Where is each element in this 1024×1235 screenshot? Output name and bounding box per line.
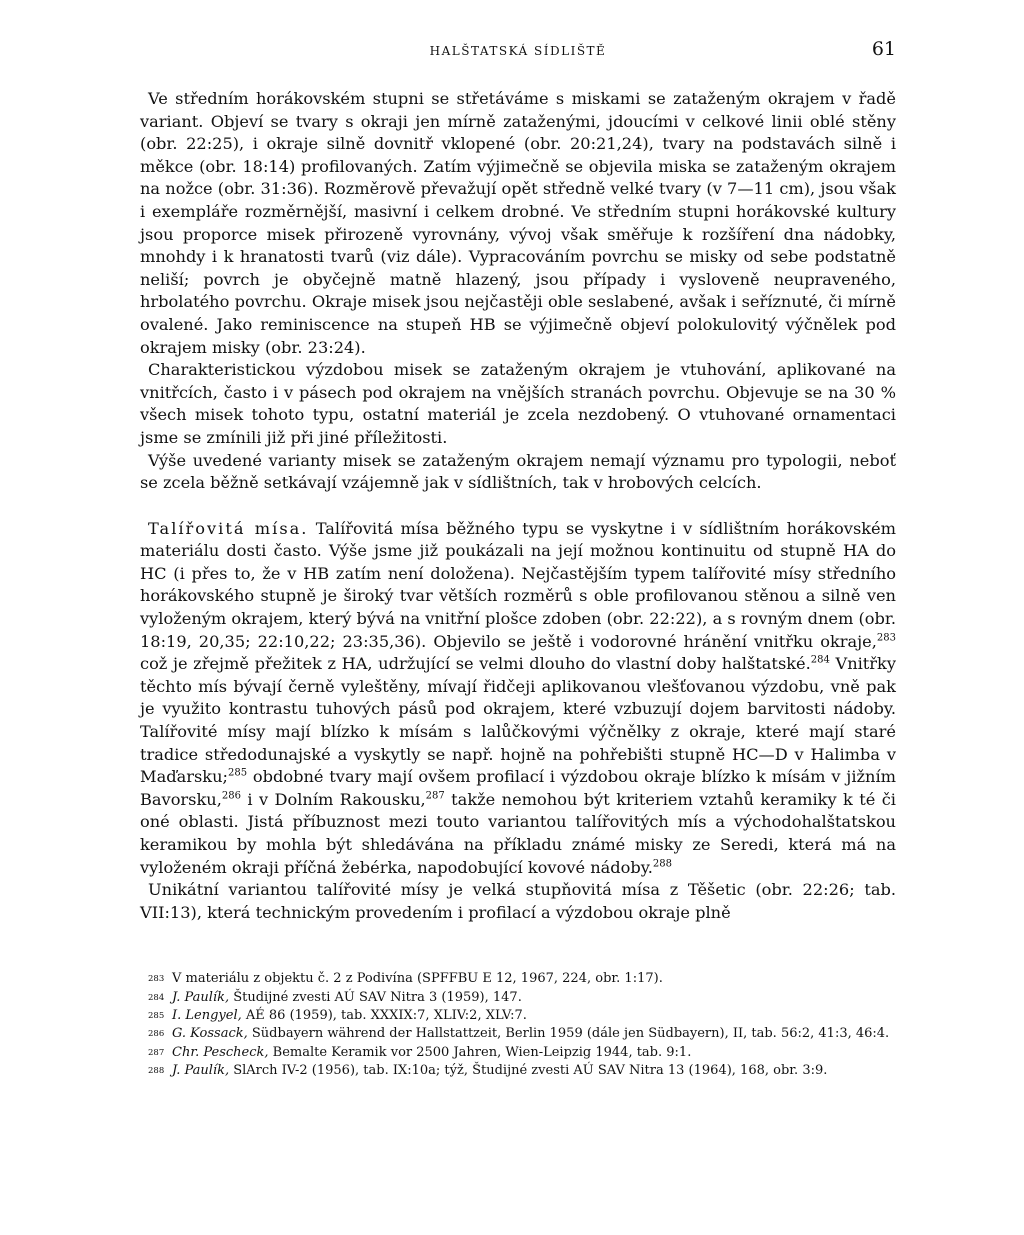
footnote-text [172,1007,896,1025]
footnote-citation: SlArch IV-2 (1956), tab. IX:10a; týž, Študijné zvesti AÚ SAV Nitra 13 (1964), 168, obr. 3:9. [229,1062,828,1078]
footnote-number: 283 [148,974,165,985]
footnote-text [172,970,896,988]
footnote-author: J. Paulík, [172,989,230,1005]
page-number: 61 [871,38,896,60]
paragraph-3: Výše uvedené varianty misek se zataženým okrajem nemají významu pro typologii, neboť se zcela běžně setkávají vzájemně jak v sídlištních, tak v hrobových celcích. [140,450,896,493]
footnote-citation: V materiálu z objektu č. 2 z Podivína (SPFFBU E 12, 1967, 224, obr. 1:17). [172,971,663,987]
body-text [140,88,896,924]
footnote-citation: Študijné zvesti AÚ SAV Nitra 3 (1959), 147. [229,989,522,1005]
footnote-citation: AÉ 86 (1959), tab. XXXIX:7, XLIV:2, XLV:7. [241,1007,527,1023]
footnote-text [172,1062,896,1080]
footnote-286 [148,1025,896,1043]
paragraph-4-part-b: což je zřejmě přežitek z HA, udržující se velmi dlouho do vlastní doby halštatské. [140,654,811,674]
footnote-text [172,989,896,1007]
footnote-number: 288 [148,1065,165,1076]
footnote-number: 286 [148,1029,165,1040]
paragraph-4-part-d: obdobné tvary mají ovšem profilací i výzdobou okraje blízko k mísám v jižním Bavorsku, [140,767,896,809]
paragraph-2: Charakteristickou výzdobou misek se zataženým okrajem je vtuhování, aplikované na vnitřcích, často i v pásech pod okrajem na vnějších stranách povrchu. Objevuje se na 30 % všech misek tohoto typu, ostatní materiál je zcela nezdobený. O vtuhované ornamentaci jsme se zmínili již při jiné příležitosti. [140,360,896,447]
footnote-287 [148,1044,896,1062]
footnote-number: 287 [148,1047,165,1058]
footnote-285 [148,1007,896,1025]
footnote-ref-288[interactable]: 288 [652,858,672,870]
footnote-author: G. Kossack, [172,1026,248,1042]
footnote-author: J. Paulík, [172,1062,230,1078]
paragraph-4 [140,518,896,880]
footnote-author: I. Lengyel, [172,1007,242,1023]
footnote-author: Chr. Pescheck, [172,1044,269,1060]
footnote-citation: Südbayern während der Hallstattzeit, Berlin 1959 (dále jen Südbayern), II, tab. 56:2, 41:3, 46:4. [247,1026,890,1042]
running-head: HALŠTATSKÁ SÍDLIŠTĚ [429,44,607,58]
section-gap [140,495,896,518]
paragraph-5: Unikátní variantou talířovité mísy je velká stupňovitá mísa z Těšetic (obr. 22:26; tab. VII:13), která technickým provedením i profilací a výzdobou okraje plně [140,880,896,922]
footnote-284 [148,989,896,1007]
paragraph-4-part-c: Vnitřky těchto mís bývají černě vyleštěny, mívají řidčeji aplikovanou vlešťovanou výzdobu, vně pak je využito kontrastu tuhových pásů pod okrajem, které vzbuzují dojem barvitosti nádoby. Talířovité mísy mají blízko k mísám s lalůčkovými výčnělky z okraje, které mají staré tradice středodunajské a vyskytly se např. hojně na pohřebišti stupně HC—D v Halimba v Maďarsku; [140,654,896,787]
footnote-283 [148,970,896,988]
footnote-text [172,1044,896,1062]
footnote-text [172,1025,896,1043]
footnote-ref-286[interactable]: 286 [221,790,241,802]
page-header [140,38,896,72]
footnote-ref-285[interactable]: 285 [227,767,248,779]
footnote-ref-287[interactable]: 287 [425,790,445,802]
section-title-talirovita-misa: Talířovitá mísa. [148,518,309,538]
footnote-citation: Bemalte Keramik vor 2500 Jahren, Wien-Leipzig 1944, tab. 9:1. [268,1044,692,1060]
footnote-number: 285 [148,1010,165,1021]
paragraph-4-part-f: takže nemohou být kriteriem vztahů keramiky k té či oné oblasti. Jistá příbuznost mezi touto variantou talířovitých mís a východohalštatskou keramikou by mohla být shledávána na příkladu známé misky ze Seredi, která má na vyloženém okraji příčná žebérka, napodobující kovové nádoby. [140,789,896,877]
paragraph-4-part-a: Talířovitá mísa běžného typu se vyskytne i v sídlištním horákovském materiálu dosti často. Výše jsme již poukázali na její možnou kontinuitu od stupně HA do HC (i přes to, že v HB zatím není doložena). Nejčastějším typem talířovité mísy středního horákovského stupně je široký tvar větších rozměrů s oble profilovanou stěnou a silně ven vyloženým okrajem, který bývá na vnitřní plošce zdoben (obr. 22:22), a s rovným dnem (obr. 18:19, 20,35; 22:10,22; 23:35,36). Objevilo se ještě i vodorovné hránění vnitřku okraje, [140,518,896,651]
footnote-number: 284 [148,992,165,1003]
footnotes [140,970,896,1080]
footnote-ref-284[interactable]: 284 [810,654,830,666]
paragraph-1: Ve středním horákovském stupni se střetáváme s miskami se zataženým okrajem v řadě variant. Objeví se tvary s okraji jen mírně zataženými, jdoucími v celkové linii oblé stěny (obr. 22:25), i okraje silně dovnitř vklopené (obr. 20:21,24), tvary na podstavách silně i měkce (obr. 18:14) profilovaných. Zatím výjimečně se objevila miska se zataženým okrajem na nožce (obr. 31:36). Rozměrově převažují opět středně velké tvary (v 7—11 cm), jsou však i exempláře rozměrnější, masivní i celkem drobné. Ve středním stupni horákovské kultury jsou proporce misek přirozeně vyrovnány, vývoj však směřuje k rozšíření dna nádobky, mnohdy i k hranatosti tvarů (viz dále). Vypracováním povrchu se misky od sebe podstatně neliší; povrch je obyčejně matně hlazený, jsou případy i vysloveně neupraveného, hrbolatého povrchu. Okraje misek jsou nejčastěji oble seslabené, avšak i seříznuté, či mírně ovalené. Jako reminiscence na stupeň HB se výjimečně objeví polokulovitý výčnělek pod okrajem misky (obr. 23:24). [140,89,896,357]
footnote-288 [148,1062,896,1080]
footnote-ref-283[interactable]: 283 [876,632,896,644]
paragraph-4-part-e: i v Dolním Rakousku, [240,789,426,809]
